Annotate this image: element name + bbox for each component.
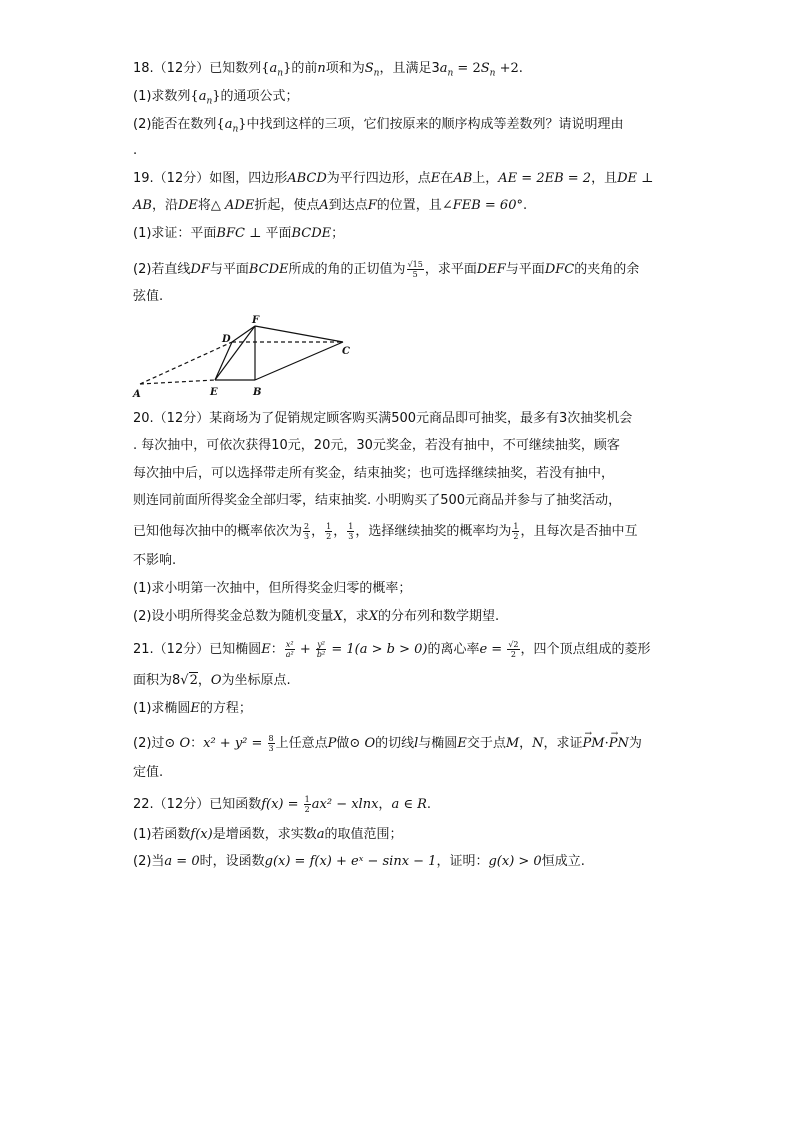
q22-stem — [133, 795, 663, 814]
prob-fraction-3 — [347, 522, 354, 541]
fraction-denominator: 3 — [268, 744, 274, 753]
q21-text: ， — [197, 673, 211, 688]
q18-n: n — [317, 61, 326, 76]
q20-part2-text: 的分布列和数学期望. — [377, 609, 500, 624]
label-b: B — [253, 387, 262, 398]
q20-line4 — [133, 492, 663, 510]
q21-math: N — [532, 736, 544, 751]
q21-math: 2 — [189, 673, 198, 688]
fraction-denominator: 2 — [513, 532, 519, 541]
q20-text: 已知他每次抽中的概率依次为 — [133, 524, 303, 539]
q19-part1-text: (1)求证：平面 — [133, 226, 217, 241]
q19-part2-text: 所成的角的正切值为 — [288, 262, 406, 277]
q19-part2-text: 与平面 — [209, 262, 249, 277]
q22-math: a ∈ R — [391, 797, 427, 812]
edge-bc — [255, 342, 343, 380]
q19-head: 19.（12分）如图，四边形 — [133, 171, 288, 186]
q20-part2 — [133, 608, 663, 626]
q19-part2-end — [133, 288, 663, 306]
q22-part2 — [133, 853, 663, 871]
q22-part1-text: (1)若函数 — [133, 827, 191, 842]
q21-math: e = — [479, 642, 507, 657]
q21-stem-line2: 面积为8√2，O为坐标原点. — [133, 673, 291, 688]
q19-part2-text: 与平面 — [505, 262, 545, 277]
q18-part2-text: (2)能否在数列 — [133, 117, 217, 132]
q18-a: a — [439, 61, 448, 76]
q21-part1 — [133, 700, 663, 718]
q18-text: +2. — [495, 61, 523, 76]
q19-part2 — [133, 260, 663, 279]
q19-text: ，且 — [591, 171, 618, 186]
q21-part2-text: 上任意点 — [275, 736, 328, 751]
fraction-denominator: 2 — [304, 805, 310, 814]
q19-text: 在 — [440, 171, 454, 186]
eccentricity-fraction — [507, 640, 519, 659]
fraction-numerator: y² — [317, 640, 325, 649]
q18-part2-end — [133, 142, 663, 160]
q20-line6 — [133, 552, 663, 570]
q21-part2-text: 做 — [336, 736, 350, 751]
q19-part1 — [133, 225, 663, 243]
q20-line5 — [133, 522, 663, 541]
q20-text: ， — [333, 524, 347, 539]
vector-pn: → PN — [609, 735, 629, 753]
q22-math: f(x) = — [261, 797, 303, 812]
q21-text: 的离心率 — [427, 642, 480, 657]
fraction-numerator: √2 — [508, 640, 519, 649]
q18-part1: (1)求数列$\{a_n\}$的通项公式； — [133, 89, 299, 107]
q18-part1-text: 的通项公式； — [220, 89, 299, 104]
q19-math: A — [319, 198, 329, 213]
q18-part2-text: 中找到这样的三项，它们按原来的顺序构成等差数列？请说明理由 — [246, 117, 624, 132]
q21-math: ⊙ O — [349, 736, 376, 751]
q21-text: ，四个顶点组成的菱形 — [520, 642, 651, 657]
q18-sub: n — [489, 68, 496, 79]
ellipse-x-fraction — [285, 640, 295, 659]
q21-text: + — [295, 642, 315, 657]
q22-part1-text: 是增函数，求实数 — [212, 827, 317, 842]
q19-part2-text: (2)若直线 — [133, 262, 191, 277]
edge-ad — [140, 342, 232, 384]
q19-math: DE ⊥ — [617, 171, 654, 186]
q18-a: a — [198, 89, 207, 104]
q21-part2 — [133, 734, 663, 753]
q21-head: 21.（12分）已知椭圆 — [133, 642, 262, 657]
q20-text: . 每次抽中，可依次获得10元，20元，30元奖金，若没有抽中，不可继续抽奖，顾客 — [133, 438, 620, 453]
q19-math: DE — [177, 198, 198, 213]
q19-math: BFC — [216, 226, 245, 241]
fraction-numerator: 2 — [304, 522, 310, 531]
q20-math: X — [368, 609, 378, 624]
half-fraction — [304, 795, 311, 814]
fraction-numerator: 8 — [268, 734, 274, 743]
fraction-numerator: 1 — [513, 522, 519, 531]
q18-sub: n — [206, 96, 213, 107]
q18-sub: n — [373, 68, 380, 79]
q19-part2-text: ，求平面 — [424, 262, 477, 277]
q21-text: ： — [270, 642, 284, 657]
fraction-numerator: 1 — [326, 522, 332, 531]
q19-math: BCDE — [291, 226, 332, 241]
q21-part2-text: ： — [190, 736, 204, 751]
q19-text: . — [522, 198, 528, 213]
q21-part2-text: 与椭圆 — [418, 736, 458, 751]
label-a: A — [133, 389, 141, 400]
q20-text: ， — [311, 524, 325, 539]
q22-text: . — [426, 797, 432, 812]
q18-text: = 2 — [453, 61, 481, 76]
q18-part1-text: (1)求数列 — [133, 89, 191, 104]
q18-s: S — [480, 61, 490, 76]
ellipse-y-fraction — [316, 640, 326, 659]
q19-math: AB — [453, 171, 473, 186]
fraction-denominator: 5 — [412, 270, 418, 279]
fraction-denominator: a² — [285, 650, 294, 659]
q21-math: M — [505, 736, 520, 751]
q21-part1-text: (1)求椭圆 — [133, 701, 191, 716]
fraction-denominator: 2 — [326, 532, 332, 541]
q22-part2-text: ，证明： — [436, 854, 489, 869]
q20-line2 — [133, 437, 663, 455]
q20-part2-text: (2)设小明所得奖金总数为随机变量 — [133, 609, 334, 624]
label-c: C — [342, 346, 350, 357]
q21-stem-line1 — [133, 640, 663, 659]
q19-math: DF — [190, 262, 210, 277]
geometry-figure — [130, 312, 360, 402]
q19-part1-text: ⊥ 平面 — [244, 226, 292, 241]
q21-part2-end — [133, 764, 663, 782]
q19-math: △ ADE — [210, 198, 255, 213]
q18-text: ，且满足3 — [379, 61, 440, 76]
q18-text: 项和为 — [325, 61, 365, 76]
q21-math: = 1(a > b > 0) — [327, 642, 428, 657]
q21-part2-text: 为 — [628, 736, 642, 751]
fraction-numerator: 1 — [304, 795, 310, 804]
q19-math: ABCD — [287, 171, 327, 186]
q21-part2-text: 交于点 — [466, 736, 506, 751]
q19-math: ∠FEB = 60° — [441, 198, 523, 213]
prob-fraction-1 — [303, 522, 310, 541]
q18-part2: (2)能否在数列$\{a_n\}$中找到这样的三项，它们按原来的顺序构成等差数列？请说明理由 — [133, 117, 624, 135]
q21-part2-text: ，求证 — [543, 736, 583, 751]
q21-part2-text: 定值. — [133, 765, 164, 780]
q18-s: S — [364, 61, 374, 76]
q19-stem-line1 — [133, 170, 663, 188]
q21-math: P — [327, 736, 337, 751]
q20-line3 — [133, 465, 663, 483]
q21-part1-text: 的方程； — [199, 701, 252, 716]
q20-text: ，且每次是否抽中互 — [520, 524, 638, 539]
q19-math: BCDE — [248, 262, 289, 277]
q20-text: 20.（12分）某商场为了促销规定顾客购买满500元商品即可抽奖，最多有3次抽奖机会 — [133, 411, 633, 426]
q22-math: ax² − xlnx — [311, 797, 379, 812]
q22-part2-text: 时，设函数 — [199, 854, 265, 869]
q21-text: 面积为8 — [133, 673, 181, 688]
fraction-numerator: 1 — [348, 522, 354, 531]
q21-math: E — [457, 736, 467, 751]
q21-math: · — [604, 736, 609, 751]
fraction-denominator: 3 — [348, 532, 354, 541]
q22-math: g(x) > 0 — [488, 854, 542, 869]
radius-fraction — [268, 734, 275, 753]
q19-math: AB — [133, 198, 152, 213]
q18-a: a — [224, 117, 233, 132]
q19-math: F — [367, 198, 377, 213]
q19-text: ，沿 — [151, 198, 178, 213]
q22-text: ， — [378, 797, 392, 812]
q18-part2-text: . — [133, 143, 138, 158]
q20-part2-text: ，求 — [342, 609, 369, 624]
vector-pm: → PM — [583, 735, 605, 753]
q18-sub: n — [277, 68, 284, 79]
tangent-fraction — [407, 260, 424, 279]
q21-part2-text: 的切线 — [375, 736, 415, 751]
q22-math: g(x) = f(x) + eˣ − sinx − 1 — [264, 854, 437, 869]
q21-part2-text: ， — [519, 736, 533, 751]
q19-math: DEF — [476, 262, 506, 277]
q22-part1-text: 的取值范围； — [324, 827, 403, 842]
q19-text: 为平行四边形，点 — [326, 171, 431, 186]
q19-math: E — [430, 171, 441, 186]
q18-sub: n — [232, 124, 239, 135]
q22-part2-text: (2)当 — [133, 854, 165, 869]
prob-fraction-4 — [512, 522, 519, 541]
q20-text: 不影响. — [133, 553, 177, 568]
q22-head: 22.（12分）已知函数 — [133, 797, 262, 812]
fraction-numerator: x² — [285, 640, 294, 649]
fraction-denominator: b² — [316, 650, 326, 659]
fraction-denominator: 3 — [304, 532, 310, 541]
q20-math: X — [333, 609, 343, 624]
q21-math: O — [210, 673, 222, 688]
q20-part1-text: (1)求小明第一次抽中，但所得奖金归零的概率； — [133, 581, 412, 596]
q19-part2-text: 弦值. — [133, 289, 164, 304]
q20-text: 则连同前面所得奖金全部归零，结束抽奖. 小明购买了500元商品并参与了抽奖活动， — [133, 493, 622, 508]
q22-math: a = 0 — [164, 854, 200, 869]
q19-text: 将 — [197, 198, 211, 213]
q21-math: x² + y² = — [203, 736, 267, 751]
q21-part2-text: (2)过 — [133, 736, 165, 751]
edge-fc — [255, 326, 343, 342]
fraction-numerator: √15 — [407, 260, 423, 269]
fraction-denominator: 2 — [510, 650, 516, 659]
edge-df — [232, 326, 255, 342]
prob-fraction-2 — [325, 522, 332, 541]
q22-part2-text: 恒成立. — [541, 854, 585, 869]
q19-math: DFC — [544, 262, 575, 277]
q22-part1 — [133, 826, 663, 844]
q20-text: ，选择继续抽奖的概率均为 — [355, 524, 512, 539]
q18-a: a — [269, 61, 278, 76]
q21-math: ⊙ O — [164, 736, 191, 751]
q21-math: E — [190, 701, 200, 716]
q19-text: 的位置，且 — [376, 198, 442, 213]
q22-math: a — [316, 827, 325, 842]
q18-text: 的前 — [291, 61, 318, 76]
q18-sub: n — [447, 68, 454, 79]
q21-math: l — [414, 736, 419, 751]
q22-math: f(x) — [190, 827, 213, 842]
q18-stem: 18.（12分）已知数列$\{a_n\}$的前n项和为$S_n$，且满足$3a_n = 2S_n +2$. — [133, 61, 523, 79]
q19-part2-text: 的夹角的余 — [574, 262, 640, 277]
q20-part1 — [133, 580, 663, 598]
edge-fe — [215, 326, 255, 380]
q20-text: 每次抽中后，可以选择带走所有奖金，结束抽奖；也可选择继续抽奖，若没有抽中， — [133, 466, 615, 481]
q20-line1 — [133, 410, 663, 428]
q19-math: AE = 2EB = 2 — [498, 171, 592, 186]
q19-text: 上， — [472, 171, 499, 186]
q21-math: E — [261, 642, 271, 657]
label-e: E — [210, 387, 218, 398]
q19-text: 折起，使点 — [254, 198, 320, 213]
q21-text: 为坐标原点. — [221, 673, 291, 688]
q19-stem-line2 — [133, 197, 663, 215]
q18-head: 18.（12分）已知数列 — [133, 61, 262, 76]
q19-part1-text: ； — [331, 226, 345, 241]
q19-text: 到达点 — [328, 198, 368, 213]
edge-ae — [140, 380, 215, 384]
label-f: F — [252, 315, 260, 326]
label-d: D — [222, 334, 231, 345]
